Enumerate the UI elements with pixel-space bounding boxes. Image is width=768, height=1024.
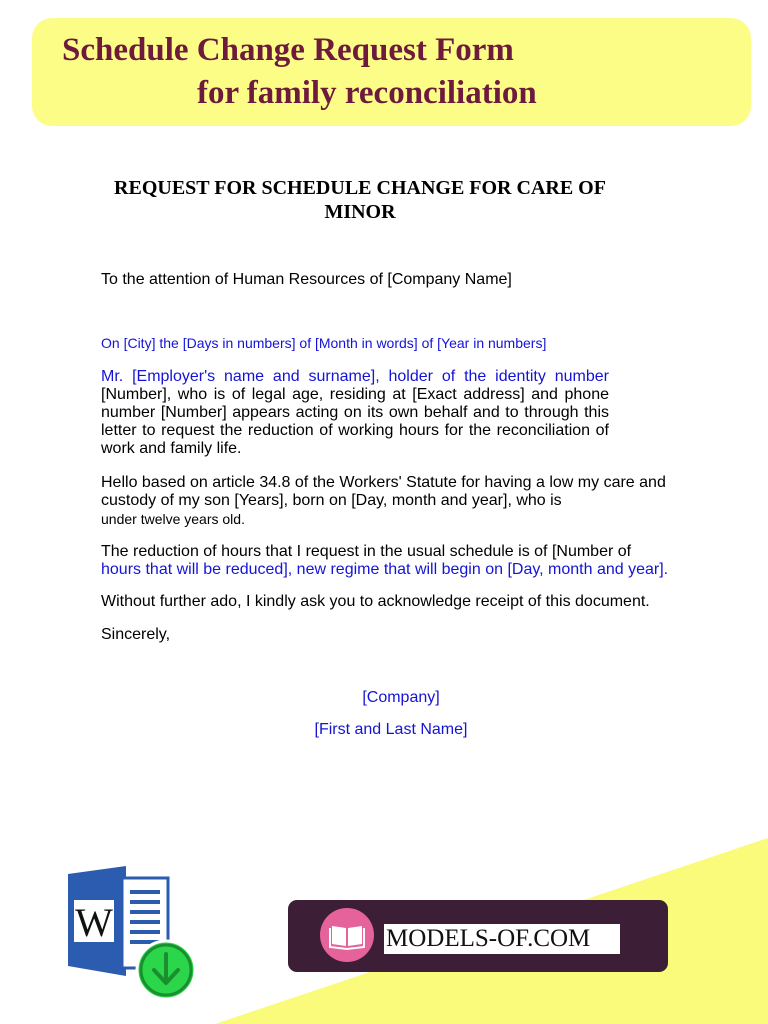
reduction-regime-text: hours that will be reduced], new regime that will begin on [Day, month and year].: [101, 561, 669, 578]
brand-logo-box[interactable]: [288, 900, 668, 972]
book-icon: [320, 908, 374, 962]
word-letter: W: [75, 900, 113, 945]
document-heading: REQUEST FOR SCHEDULE CHANGE FOR CARE OF MINOR: [114, 177, 606, 223]
intro-employer-line: Mr. [Employer's name and surname], holder of the identity number: [101, 368, 609, 385]
banner-title-line1: Schedule Change Request Form: [62, 32, 514, 68]
banner-title-line2: for family reconciliation: [197, 75, 537, 111]
intro-paragraph: [101, 368, 609, 458]
attention-line: To the attention of Human Resources of [Company Name]: [101, 271, 512, 288]
brand-name: MODELS-OF.COM: [384, 924, 620, 954]
statute-text: Hello based on article 34.8 of the Workers' Statute for having a low my care and custody of my son [Years], born on [Day, month and year], who is: [101, 474, 666, 509]
title-banner: [32, 18, 751, 126]
reduction-text: The reduction of hours that I request in the usual schedule is of [Number of: [101, 543, 632, 560]
date-line: On [City] the [Days in numbers] of [Month in words] of [Year in numbers]: [101, 335, 547, 351]
statute-age-note: under twelve years old.: [101, 511, 245, 527]
reduction-paragraph: [101, 543, 671, 579]
word-download-icon[interactable]: [64, 866, 200, 1006]
intro-paragraph-text: [Number], who is of legal age, residing at [Exact address] and phone number [Number] appears acting on its own behalf and to through this letter to request the reduction of working hours for the reconciliation of work and family life.: [101, 386, 609, 457]
company-signature: [Company]: [362, 689, 440, 706]
closing-line: Sincerely,: [101, 626, 171, 643]
statute-paragraph: [101, 474, 671, 529]
signer-name: [First and Last Name]: [314, 721, 468, 738]
acknowledge-paragraph: Without further ado, I kindly ask you to acknowledge receipt of this document.: [101, 593, 650, 610]
